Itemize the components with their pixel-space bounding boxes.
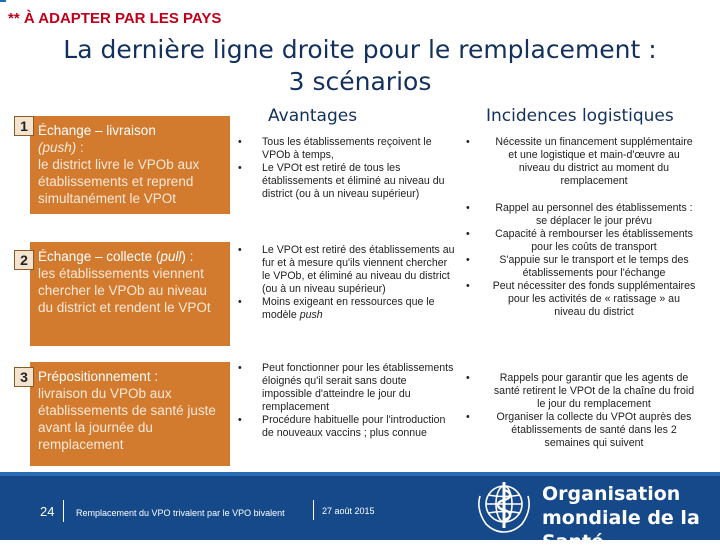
bullet-icon: •: [466, 372, 470, 384]
logistics-list-3: [466, 372, 696, 450]
bullet-icon: •: [238, 244, 242, 256]
bullet-icon: •: [466, 280, 470, 292]
scenario-3-description: livraison du VPOb aux établissements de santé juste avant la journée du remplacement: [38, 386, 216, 452]
scenario-box-2: [30, 242, 230, 346]
scenario-1-title: [38, 122, 224, 139]
advantage-text: Le VPOt est retiré de tous les établissements et éliminé au niveau du district (ou à un niveau supérieur): [262, 162, 445, 200]
scenario-2-mode: pull: [160, 249, 182, 264]
bullet-icon: •: [466, 136, 470, 148]
list-item: [466, 136, 696, 188]
scenario-number-3: 3: [14, 367, 34, 387]
scenario-box-1: [30, 116, 230, 214]
corner-mark: [0, 0, 6, 2]
who-org-line1: Organisation: [542, 483, 681, 505]
bullet-icon: •: [466, 228, 470, 240]
advantages-list-1: [238, 136, 456, 201]
logistics-text: Nécessite un financement supplémentaire et une logistique et main-d'œuvre au niveau du district au moment du remplacement: [495, 136, 693, 187]
adapt-note: ** À ADAPTER PAR LES PAYS: [8, 10, 222, 27]
slide-title-line1: La dernière ligne droite pour le remplacement :: [63, 35, 657, 64]
scenario-number-1: 1: [14, 116, 34, 136]
list-item: [466, 202, 696, 228]
bullet-icon: •: [238, 136, 242, 148]
list-item: [466, 372, 696, 411]
slide-title: [20, 34, 700, 98]
scenario-1-body: [38, 139, 224, 207]
scenario-3-title: Prépositionnement :: [38, 369, 159, 384]
footer-divider: [63, 500, 64, 522]
bullet-icon: •: [238, 296, 242, 308]
scenario-2-description: les établissements viennent chercher le VPOb au niveau du district et rendent le VPOt: [38, 266, 211, 315]
list-item: [238, 244, 456, 296]
footer-divider: [313, 500, 314, 520]
list-item: [238, 296, 456, 322]
bullet-icon: •: [238, 162, 242, 174]
advantages-list-3: [238, 362, 456, 440]
advantage-text: Procédure habituelle pour l'introduction de nouveaux vaccins ; plus connue: [262, 414, 446, 439]
advantage-text: Peut fonctionner pour les établissements éloignés qu'il serait sans doute impossible d'atteindre le jour du remplacement: [262, 362, 454, 413]
logistics-text: S'appuie sur le transport et le temps des établissements pour l'échange: [499, 254, 689, 279]
list-item: [466, 280, 696, 319]
list-item: [466, 411, 696, 450]
advantages-heading: Avantages: [268, 106, 358, 126]
advantages-list-2: [238, 244, 456, 322]
logistics-list-1: [466, 136, 696, 188]
list-item: [238, 362, 456, 414]
bullet-icon: •: [466, 411, 470, 423]
who-org-line2: mondiale de la Santé: [542, 507, 700, 553]
scenario-2-title-text: Échange – collecte (: [38, 249, 161, 264]
logistics-text: Rappel au personnel des établissements : se déplacer le jour prévu: [495, 202, 693, 227]
who-emblem-icon: [472, 476, 536, 536]
scenario-1-description: le district livre le VPOb aux établissements et reprend simultanément le VPOt: [38, 157, 200, 206]
who-org-name: [542, 482, 720, 554]
advantage-text: Moins exigeant en ressources que le modèle: [262, 296, 435, 321]
footer-date: 27 août 2015: [322, 506, 375, 516]
scenario-1-mode-suffix: :: [76, 140, 84, 155]
logistics-text: Peut nécessiter des fonds supplémentaires pour les activités de « ratissage » au niveau du district: [492, 280, 696, 318]
scenario-1-title-text: Échange – livraison: [38, 123, 156, 138]
logistics-text: Capacité à rembourser les établissements pour les coûts de transport: [495, 228, 693, 253]
advantage-text: Tous les établissements reçoivent le VPOb à temps,: [262, 136, 432, 161]
scenario-2-title: [38, 248, 224, 265]
bullet-icon: •: [238, 362, 242, 374]
footer-title: Remplacement du VPO trivalent par le VPO bivalent: [76, 508, 285, 518]
page-number: 24: [40, 504, 55, 519]
bullet-icon: •: [238, 414, 242, 426]
list-item: [466, 254, 696, 280]
logistics-heading: Incidences logistiques: [486, 106, 674, 126]
list-item: [238, 136, 456, 162]
scenario-box-3: [30, 362, 230, 466]
bullet-icon: •: [466, 202, 470, 214]
slide-title-line2: 3 scénarios: [288, 67, 432, 96]
list-item: [238, 162, 456, 201]
scenario-2-mode-suffix: ) :: [181, 249, 194, 264]
scenario-1-mode: (push): [38, 140, 77, 155]
logistics-text: Organiser la collecte du VPOt auprès des établissements de santé dans les 2 semaines qui suivent: [496, 411, 692, 449]
list-item: [238, 414, 456, 440]
advantage-text: Le VPOt est retiré des établissements au fur et à mesure qu'ils viennent chercher le VPOb, et éliminé au niveau du district (ou à un niveau supérieur): [262, 244, 455, 295]
advantage-italic-text: push: [299, 309, 323, 321]
list-item: [466, 228, 696, 254]
bullet-icon: •: [466, 254, 470, 266]
scenario-number-2: 2: [14, 250, 34, 270]
logistics-list-2: [466, 202, 696, 319]
logistics-text: Rappels pour garantir que les agents de santé retirent le VPOt de la chaîne du froid le jour du remplacement: [493, 372, 695, 410]
